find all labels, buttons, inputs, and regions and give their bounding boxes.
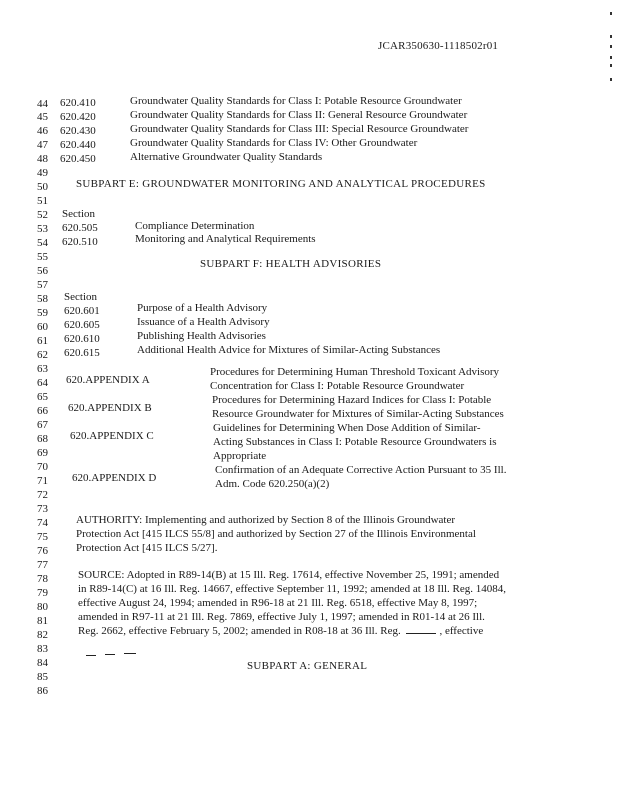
toc-section-title: Groundwater Quality Standards for Class III: Special Resource Groundwater [130, 123, 469, 135]
line-number: 46 [37, 125, 48, 137]
toc-section-title: Purpose of a Health Advisory [137, 302, 268, 314]
line-number: 58 [37, 293, 48, 305]
blank-field [406, 633, 436, 634]
subpart-f-heading: SUBPART F: HEALTH ADVISORIES [200, 258, 382, 270]
line-number: 52 [37, 209, 48, 221]
line-number: 80 [37, 601, 48, 613]
line-number: 60 [37, 321, 48, 333]
line-number: 75 [37, 531, 48, 543]
line-number: 82 [37, 629, 48, 641]
toc-section-number: 620.420 [60, 111, 96, 123]
line-number: 57 [37, 279, 48, 291]
line-number: 84 [37, 657, 48, 669]
line-number: 71 [37, 475, 48, 487]
line-number: 45 [37, 111, 48, 123]
toc-section-number: 620.410 [60, 97, 96, 109]
toc-section-number: 620.505 [62, 222, 98, 234]
toc-section-title: Additional Health Advice for Mixtures of Similar-Acting Substances [137, 344, 441, 356]
line-number: 49 [37, 167, 48, 179]
authority-note: AUTHORITY: Implementing and authorized by Section 8 of the Illinois Groundwater Protection Act [415 ILCS 55/8] and authorized by Section 27 of the Illinois Environmental Protection Act [415 ILCS 5/27]. [76, 514, 476, 554]
line-number: 63 [37, 363, 48, 375]
line-number: 74 [37, 517, 48, 529]
appendix-title: Procedures for Determining Human Threshold Toxicant Advisory Concentration for Class I: Potable Resource Groundwater [210, 366, 500, 392]
toc-section-title: Groundwater Quality Standards for Class I: Potable Resource Groundwater [130, 95, 462, 107]
appendix-number: 620.APPENDIX C [70, 430, 154, 442]
toc-section-title: Issuance of a Health Advisory [137, 316, 270, 328]
appendix-number: 620.APPENDIX B [68, 402, 152, 414]
line-number: 56 [37, 265, 48, 277]
toc-section-number: 620.605 [64, 319, 100, 331]
appendix-number: 620.APPENDIX A [66, 374, 150, 386]
line-number: 70 [37, 461, 48, 473]
toc-section-title: Publishing Health Advisories [137, 330, 266, 342]
toc-section-title: Groundwater Quality Standards for Class II: General Resource Groundwater [130, 109, 468, 121]
section-label: Section [64, 291, 97, 303]
section-label: Section [62, 208, 95, 220]
subpart-e-heading: SUBPART E: GROUNDWATER MONITORING AND ANALYTICAL PROCEDURES [76, 178, 486, 190]
document-id: JCAR350630-1118502r01 [378, 40, 499, 52]
line-number: 54 [37, 237, 48, 249]
line-number: 48 [37, 153, 48, 165]
line-number: 44 [37, 98, 48, 110]
line-number: 69 [37, 447, 48, 459]
line-number: 62 [37, 349, 48, 361]
toc-section-number: 620.610 [64, 333, 100, 345]
line-number: 55 [37, 251, 48, 263]
line-number: 66 [37, 405, 48, 417]
line-number: 78 [37, 573, 48, 585]
line-number: 65 [37, 391, 48, 403]
line-number: 50 [37, 181, 48, 193]
appendix-title: Guidelines for Determining When Dose Addition of Similar- Acting Substances in Class I: Potable Resource Groundwaters is Appropriate [213, 422, 497, 462]
toc-section-title: Monitoring and Analytical Requirements [135, 233, 316, 245]
subpart-a-heading: SUBPART A: GENERAL [247, 660, 368, 672]
appendix-title: Procedures for Determining Hazard Indices for Class I: Potable Resource Groundwater for Mixtures of Similar-Acting Substances [212, 394, 504, 420]
line-number: 59 [37, 307, 48, 319]
line-number: 47 [37, 139, 48, 151]
line-number: 85 [37, 671, 48, 683]
line-number: 67 [37, 419, 48, 431]
line-number: 73 [37, 503, 48, 515]
toc-section-number: 620.450 [60, 153, 96, 165]
line-number: 53 [37, 223, 48, 235]
toc-section-title: Groundwater Quality Standards for Class IV: Other Groundwater [130, 137, 418, 149]
appendix-number: 620.APPENDIX D [72, 472, 157, 484]
line-number: 83 [37, 643, 48, 655]
toc-section-number: 620.510 [62, 236, 98, 248]
line-number: 79 [37, 587, 48, 599]
line-number: 68 [37, 433, 48, 445]
source-note: SOURCE: Adopted in R89-14(B) at 15 Ill. Reg. 17614, effective November 25, 1991; amended in R89-14(C) at 16 Ill. Reg. 14667, effective September 11, 1992; amended at 18 Ill. Reg. 14084, effective August 24, 1994; amended in R96-18 at 21 Ill. Reg. 6518, effective May 8, 1997; amended in R97-11 at 21 Ill. Reg. 7869, effective July 1, 1997; amended in R01-14 at 26 Ill. Reg. 2662, effective February 5, 2002; amended in R08-18 at 36 Ill. Reg. , effective [78, 569, 506, 637]
appendix-title: Confirmation of an Adequate Corrective Action Pursuant to 35 Ill. Adm. Code 620.250(a)(2) [215, 464, 507, 490]
line-number: 51 [37, 195, 48, 207]
line-number: 61 [37, 335, 48, 347]
toc-section-number: 620.440 [60, 139, 96, 151]
toc-section-number: 620.430 [60, 125, 96, 137]
toc-section-number: 620.601 [64, 305, 100, 317]
toc-section-number: 620.615 [64, 347, 100, 359]
line-number: 77 [37, 559, 48, 571]
line-number: 76 [37, 545, 48, 557]
toc-section-title: Alternative Groundwater Quality Standards [130, 151, 323, 163]
line-number: 81 [37, 615, 48, 627]
line-number: 86 [37, 685, 48, 697]
line-number: 72 [37, 489, 48, 501]
line-number: 64 [37, 377, 48, 389]
toc-section-title: Compliance Determination [135, 220, 255, 232]
